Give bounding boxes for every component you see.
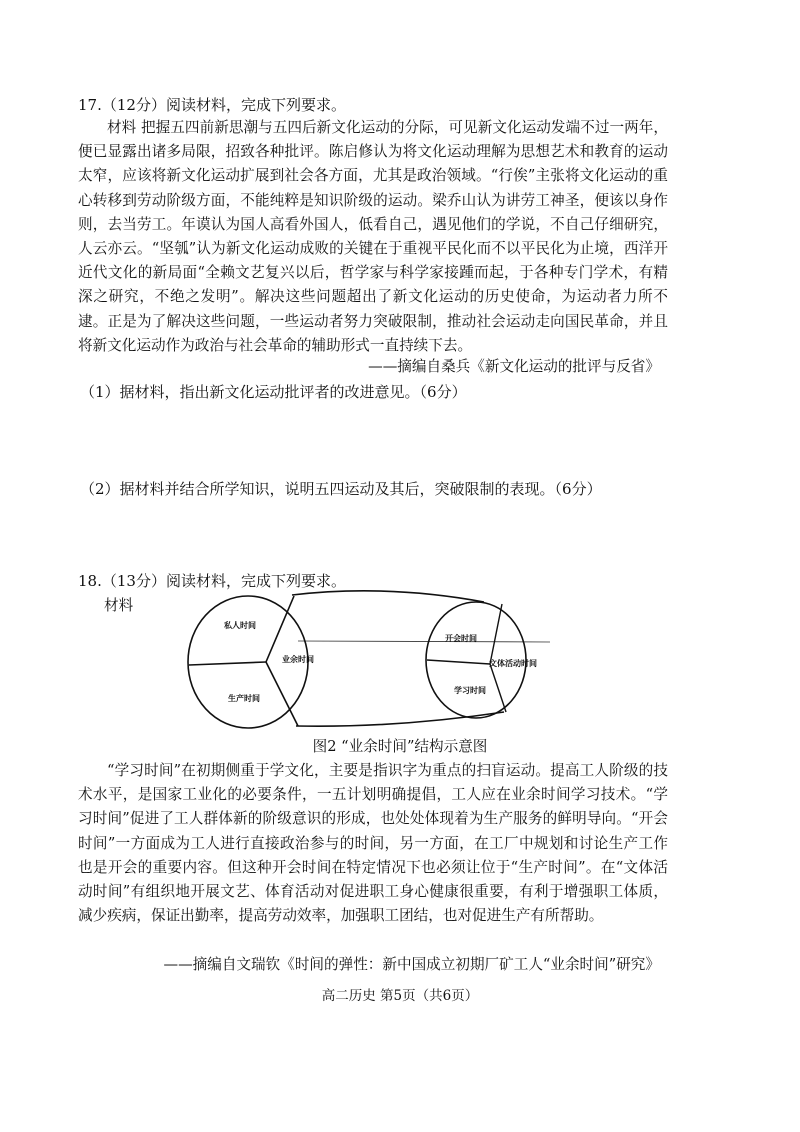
label-private-time: 私人时间 <box>224 621 256 630</box>
question-17-header: 17.（12分）阅读材料，完成下列要求。 <box>78 96 346 114</box>
label-production-time: 生产时间 <box>228 694 260 703</box>
right-divider-bottom <box>490 664 506 712</box>
question-17-source: ——摘编自桑兵《新文化运动的批评与反省》 <box>368 358 660 375</box>
question-18-source: ——摘编自文瑞钦《时间的弹性：新中国成立初期厂矿工人“业余时间”研究》 <box>163 956 660 973</box>
connector-bottom-line <box>296 712 504 726</box>
page-footer: 高二历史 第5页（共6页） <box>321 988 479 1004</box>
label-study-time: 学习时间 <box>454 686 486 695</box>
material-label: 材料 <box>107 119 137 136</box>
leisure-time-structure-diagram <box>186 586 558 736</box>
label-culture-sports-time: 文体活动时间 <box>489 659 537 668</box>
material-text: 把握五四前新思潮与五四后新文化运动的分际，可见新文化运动发端不过一两年，便已显露出诸多局限，招致各种批评。陈启修认为将文化运动理解为思想艺术和教育的运动太窄，应该将新文化运动扩展到社会各方面，尤其是政治领域。“行俟”主张将文化运动的重心转移到劳动阶级方面，不能纯粹是知识阶级的运动。梁乔山认为讲劳工神圣，便该以身作则，去当劳工。年谟认为国人高看外国人，低看自己，遇见他们的学说，不自己仔细研究，人云亦云。“坚瓠”认为新文化运动成败的关键在于重视平民化而不以平民化为止境，西洋开近代文化的新局面“全赖文艺复兴以后，哲学家与科学家接踵而起，于各种专门学术，有精深之研究，不绝之发明”。解决这些问题超出了新文化运动的历史使命，为运动者力所不逮。正是为了解决这些问题，一些运动者努力突破限制，推动社会运动走向国民革命，并且将新文化运动作为政治与社会革命的辅助形式一直持续下去。 <box>78 119 668 354</box>
horizontal-reference-line <box>298 641 550 642</box>
question-17-sub-1: （1）据材料，指出新文化运动批评者的改进意见。（6分） <box>80 383 467 401</box>
question-18-material-text <box>78 759 668 928</box>
label-meeting-time: 开会时间 <box>445 634 477 643</box>
label-leisure-time: 业余时间 <box>282 655 314 664</box>
connector-top-line <box>292 591 484 602</box>
figure-2-caption: 图2 “业余时间”结构示意图 <box>312 738 488 755</box>
material-text: “学习时间”在初期侧重于学文化，主要是指识字为重点的扫盲运动。提高工人阶级的技术水平，是国家工业化的必要条件，一五计划明确提倡，工人应在业余时间学习技术。“学习时间”促进了工人群体新的阶级意识的形成，也处处体现着为生产服务的鲜明导向。“开会时间”一方面成为工人进行直接政治参与的时间，另一方面，在工厂中规划和讨论生产工作也是开会的重要内容。但这种开会时间在特定情况下也必须让位于“生产时间”。在“文体活动时间”有组织地开展文艺、体育活动对促进职工身心健康很重要，有利于增强职工体质，减少疾病，保证出勤率，提高劳动效率，加强职工团结，也对促进生产有所帮助。 <box>78 762 668 925</box>
left-divider-left <box>189 662 266 665</box>
right-divider-left <box>427 660 490 664</box>
question-17-sub-2: （2）据材料并结合所学知识，说明五四运动及其后，突破限制的表现。（6分） <box>80 480 602 498</box>
right-divider-top <box>490 604 502 664</box>
question-18-material-label: 材料 <box>104 597 134 614</box>
question-18-header: 18.（13分）阅读材料，完成下列要求。 <box>78 572 346 590</box>
question-17-material <box>78 116 668 358</box>
